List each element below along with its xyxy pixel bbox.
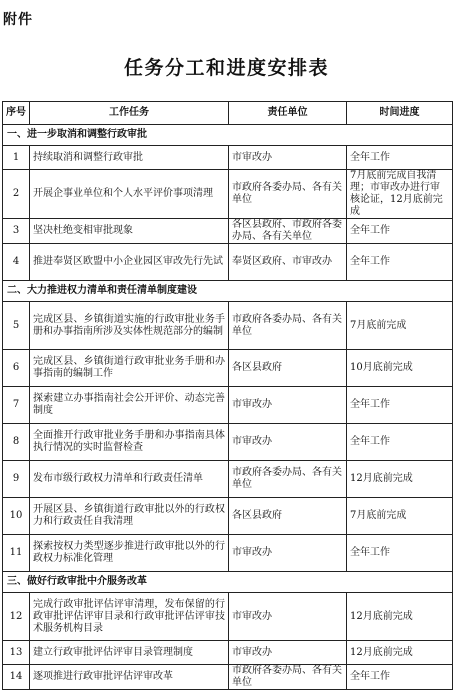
cell-task: 持续取消和调整行政审批 xyxy=(30,146,229,170)
table-row xyxy=(3,498,453,535)
cell-unit: 各区县政府 xyxy=(229,498,347,535)
cell-schedule: 全年工作 xyxy=(347,535,453,572)
section-row xyxy=(3,572,453,593)
cell-schedule: 全年工作 xyxy=(347,146,453,170)
cell-no: 1 xyxy=(3,146,30,170)
cell-schedule: 全年工作 xyxy=(347,387,453,424)
cell-task: 开展企事业单位和个人水平评价事项清理 xyxy=(30,170,229,219)
table-header-row xyxy=(3,102,453,125)
header-unit: 责任单位 xyxy=(229,102,347,125)
table-row xyxy=(3,244,453,281)
cell-task: 坚决杜绝变相审批现象 xyxy=(30,219,229,244)
cell-unit: 市政府各委办局、各有关单位 xyxy=(229,302,347,350)
cell-task: 建立行政审批评估评审目录管理制度 xyxy=(30,641,229,665)
section-title: 三、做好行政审批中介服务改革 xyxy=(3,572,453,593)
header-schedule: 时间进度 xyxy=(347,102,453,125)
cell-schedule: 7月底前完成自我清理；市审改办进行审核论证，12月底前完成 xyxy=(347,170,453,219)
table-row xyxy=(3,641,453,665)
cell-task: 完成区县、乡镇街道行政审批业务手册和办事指南的编制工作 xyxy=(30,350,229,387)
cell-unit: 市审改办 xyxy=(229,424,347,461)
cell-schedule: 7月底前完成 xyxy=(347,498,453,535)
table-row xyxy=(3,535,453,572)
cell-no: 7 xyxy=(3,387,30,424)
table-row xyxy=(3,219,453,244)
cell-unit: 奉贤区政府、市审改办 xyxy=(229,244,347,281)
cell-no: 6 xyxy=(3,350,30,387)
table-row xyxy=(3,387,453,424)
header-no: 序号 xyxy=(3,102,30,125)
cell-schedule: 12月底前完成 xyxy=(347,641,453,665)
cell-unit: 市审改办 xyxy=(229,641,347,665)
cell-no: 12 xyxy=(3,593,30,641)
cell-schedule: 12月底前完成 xyxy=(347,593,453,641)
cell-task: 完成行政审批评估评审清理，发布保留的行政审批评估评审目录和行政审批评估评审技术服务机构目录 xyxy=(30,593,229,641)
cell-schedule: 12月底前完成 xyxy=(347,461,453,498)
cell-task: 逐项推进行政审批评估评审改革 xyxy=(30,665,229,690)
cell-task: 完成区县、乡镇街道实施的行政审批业务手册和办事指南所涉及实体性规范部分的编制 xyxy=(30,302,229,350)
cell-schedule: 7月底前完成 xyxy=(347,302,453,350)
cell-no: 4 xyxy=(3,244,30,281)
cell-unit: 市审改办 xyxy=(229,387,347,424)
section-row xyxy=(3,125,453,146)
cell-schedule: 10月底前完成 xyxy=(347,350,453,387)
cell-unit: 市政府各委办局、各有关单位 xyxy=(229,461,347,498)
table-row xyxy=(3,461,453,498)
cell-task: 全面推开行政审批业务手册和办事指南具体执行情况的实时监督检查 xyxy=(30,424,229,461)
cell-schedule: 全年工作 xyxy=(347,424,453,461)
table-row xyxy=(3,302,453,350)
table-row xyxy=(3,665,453,690)
annex-label: 附件 xyxy=(3,12,33,28)
section-row xyxy=(3,281,453,302)
cell-task: 探索按权力类型逐步推进行政审批以外的行政权力标准化管理 xyxy=(30,535,229,572)
cell-task: 发布市级行政权力清单和行政责任清单 xyxy=(30,461,229,498)
cell-unit: 市审改办 xyxy=(229,535,347,572)
cell-schedule: 全年工作 xyxy=(347,665,453,690)
cell-no: 5 xyxy=(3,302,30,350)
cell-unit: 市审改办 xyxy=(229,146,347,170)
cell-unit: 市政府各委办局、各有关单位 xyxy=(229,170,347,219)
section-title: 一、进一步取消和调整行政审批 xyxy=(3,125,453,146)
table-row xyxy=(3,146,453,170)
table-row xyxy=(3,350,453,387)
section-title: 二、大力推进权力清单和责任清单制度建设 xyxy=(3,281,453,302)
cell-no: 9 xyxy=(3,461,30,498)
cell-no: 11 xyxy=(3,535,30,572)
header-task: 工作任务 xyxy=(30,102,229,125)
cell-unit: 市审改办 xyxy=(229,593,347,641)
cell-schedule: 全年工作 xyxy=(347,244,453,281)
table-row xyxy=(3,424,453,461)
cell-no: 13 xyxy=(3,641,30,665)
cell-no: 3 xyxy=(3,219,30,244)
cell-task: 探索建立办事指南社会公开评价、动态完善制度 xyxy=(30,387,229,424)
table-row xyxy=(3,593,453,641)
cell-no: 14 xyxy=(3,665,30,690)
cell-unit: 各区县政府、市政府各委办局、各有关单位 xyxy=(229,219,347,244)
cell-task: 开展区县、乡镇街道行政审批以外的行政权力和行政责任自我清理 xyxy=(30,498,229,535)
table-row xyxy=(3,170,453,219)
task-table xyxy=(2,101,453,690)
cell-task: 推进奉贤区欧盟中小企业园区审改先行先试 xyxy=(30,244,229,281)
cell-no: 2 xyxy=(3,170,30,219)
cell-unit: 市政府各委办局、各有关单位 xyxy=(229,665,347,690)
cell-no: 10 xyxy=(3,498,30,535)
cell-no: 8 xyxy=(3,424,30,461)
document-title: 任务分工和进度安排表 xyxy=(123,57,329,79)
cell-unit: 各区县政府 xyxy=(229,350,347,387)
cell-schedule: 全年工作 xyxy=(347,219,453,244)
